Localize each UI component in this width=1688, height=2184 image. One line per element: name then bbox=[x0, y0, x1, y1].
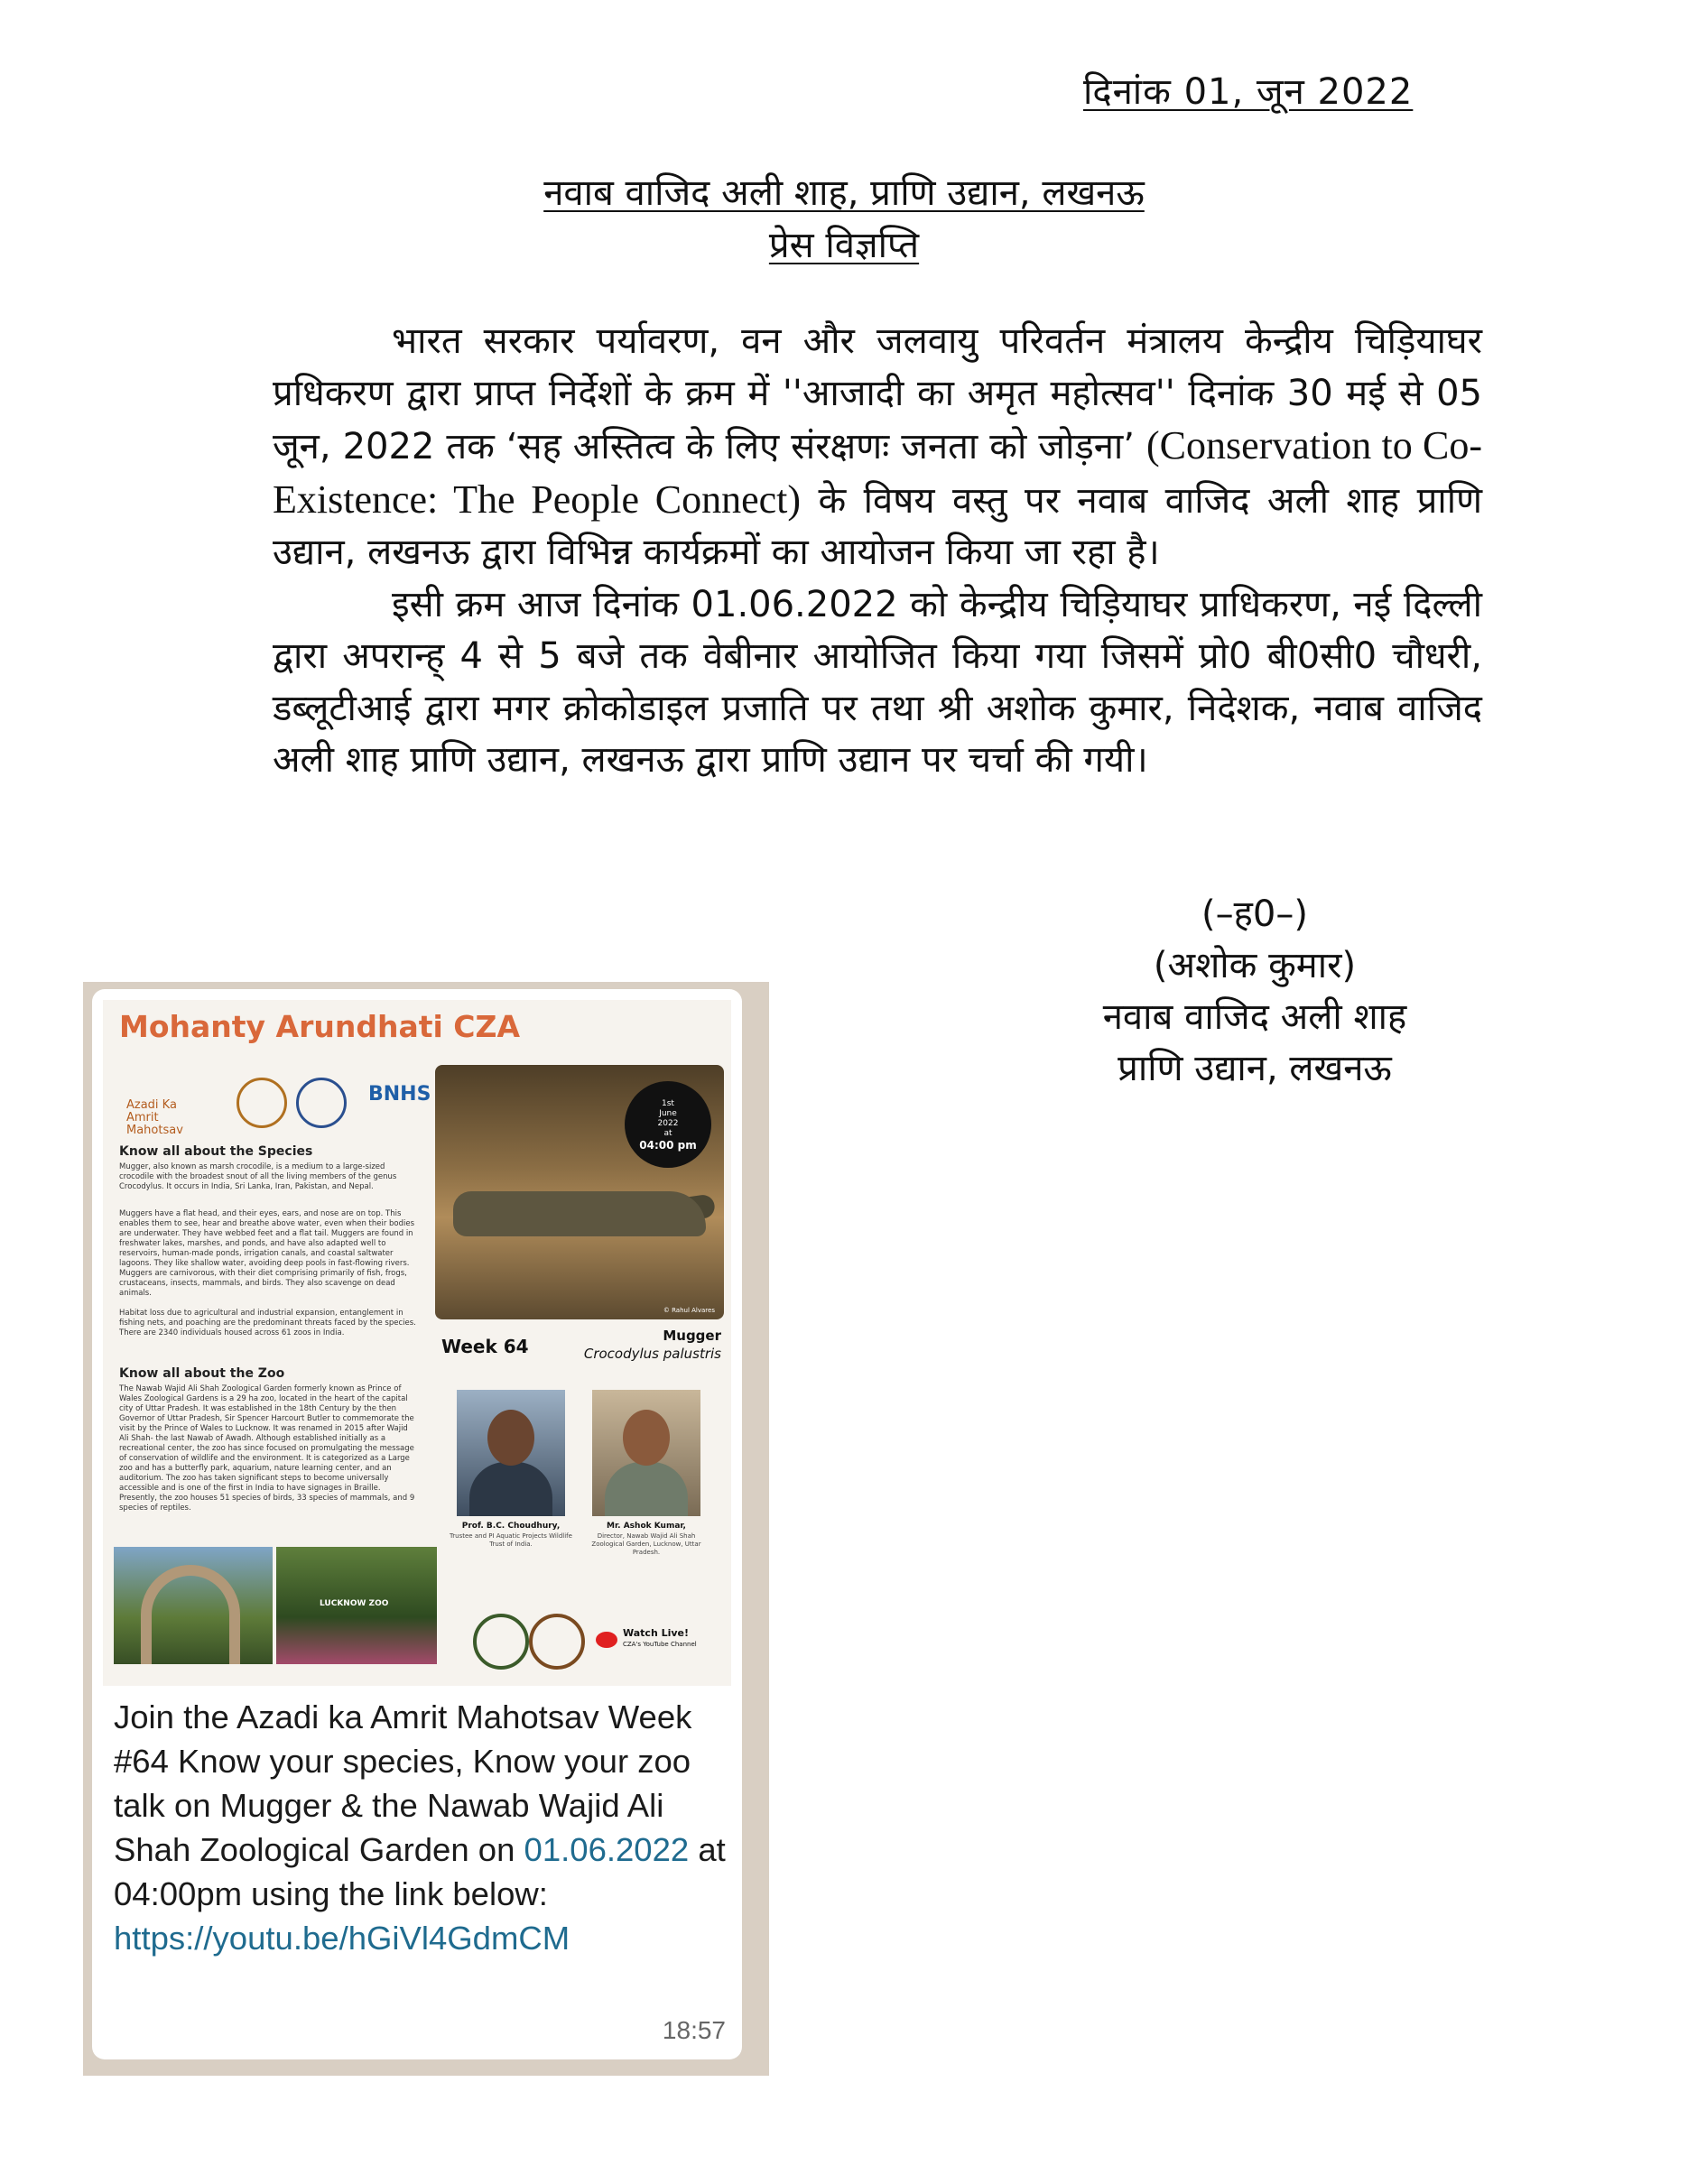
crocodile-icon bbox=[453, 1191, 706, 1236]
zoo-garden-photo: LUCKNOW ZOO bbox=[276, 1547, 437, 1664]
mugger-crocodile-photo bbox=[435, 1065, 724, 1319]
event-date-badge: 1st June 2022 at 04:00 pm bbox=[625, 1081, 711, 1168]
speaker-photo-bc-choudhury bbox=[457, 1390, 565, 1516]
signature-block bbox=[1065, 889, 1444, 1095]
youtube-icon bbox=[596, 1632, 617, 1648]
speaker2-desc: Director, Nawab Wajid Ali Shah Zoological Garden, Lucknow, Uttar Pradesh. bbox=[591, 1532, 701, 1556]
bnhs-logo: BNHS bbox=[368, 1083, 431, 1106]
speaker-photo-ashok-kumar bbox=[592, 1390, 700, 1516]
species-text-3: Habitat loss due to agricultural and industrial expansion, entanglement in fishing nets, and poaching are the predominant threats faced by the species. There are 2340 individuals housed across 61 zoos in India. bbox=[119, 1309, 416, 1337]
date-link[interactable]: 01.06.2022 bbox=[524, 1831, 690, 1868]
zoo-text: The Nawab Wajid Ali Shah Zoological Garden formerly known as Prince of Wales Zoological Gardens is a 29 ha zoo, located in the heart of the capital city of Uttar Pradesh. It was established in the 18th Century by the then Governor of Uttar Pradesh, Sir Spencer Harcourt Butler to commemorate the visit by the Prince of Wales to Lucknow. It was renamed in 2015 after Wajid Ali Shah- the last Nawab of Awadh. Although established initially as a recreational center, the zoo has since focused on promulgating the message of conservation of wildlife and the environment. It is categorized as a Large zoo and has a butterfly park, aquarium, nature learning center, and an auditorium. The zoo has taken significant steps to become universally accessible and is one of the first in India to have signages in Braille. Presently, the zoo houses 51 species of birds, 33 species of mammals, and 9 species of reptiles. bbox=[119, 1384, 415, 1513]
cza-seal-icon bbox=[529, 1614, 585, 1670]
message-text: Join the Azadi ka Amrit Mahotsav Week #64 Know your species, Know your zoo talk on Mugger & the Nawab Wajid Ali Shah Zoological Garden on 01.06.2022 at 04:00pm using the link below: https://youtu.be/hGiVl4GdmCM bbox=[114, 1698, 726, 1957]
document-date: दिनांक 01, जून 2022 bbox=[1083, 71, 1414, 113]
document-body bbox=[273, 316, 1482, 787]
species-label: Mugger Crocodylus palustris bbox=[583, 1328, 721, 1362]
week-label: Week 64 bbox=[441, 1336, 529, 1357]
watch-live-label: Watch Live! CZA's YouTube Channel bbox=[623, 1627, 697, 1648]
photo-credit: © Rahul Alvares bbox=[663, 1307, 715, 1314]
logo-strip bbox=[119, 1072, 444, 1135]
zoo-gate-photo bbox=[114, 1547, 273, 1664]
signatory-org-line1: नवाब वाजिद अली शाह bbox=[1102, 996, 1407, 1038]
zoo-name-heading: नवाब वाजिद अली शाह, प्राणि उद्यान, लखनऊ bbox=[543, 172, 1145, 214]
paragraph-2: इसी क्रम आज दिनांक 01.06.2022 को केन्द्रीय चिड़ियाघर प्राधिकरण, नई दिल्ली द्वारा अपरान्ह् 4 से 5 बजे तक वेबीनार आयोजित किया गया जिसमें प्रो0 बी0सी0 चौधरी, डब्लूटीआई द्वारा मगर क्रोकोडाइल प्रजाति पर तथा श्री अशोक कुमार, निदेशक, नवाब वाजिद अली शाह प्राणि उद्यान, लखनऊ द्वारा प्राणि उद्यान पर चर्चा की गयी। bbox=[273, 583, 1482, 781]
zoo-heading: Know all about the Zoo bbox=[119, 1366, 285, 1381]
zoo-seal-icon bbox=[473, 1614, 529, 1670]
english-theme: (Conservation to Co-Existence: The People Connect) bbox=[273, 423, 1482, 522]
chat-message-bubble bbox=[92, 989, 742, 2059]
signature-mark: (–ह0–) bbox=[1201, 893, 1308, 935]
speaker1-name: Prof. B.C. Choudhury, bbox=[461, 1522, 561, 1531]
whatsapp-screenshot bbox=[83, 982, 769, 2076]
cza-logo-icon bbox=[237, 1078, 287, 1128]
wti-logo-icon bbox=[296, 1078, 347, 1128]
youtube-link[interactable]: https://youtu.be/hGiVl4GdmCM bbox=[114, 1920, 570, 1957]
species-text-1: Mugger, also known as marsh crocodile, is a medium to a large-sized crocodile with the broadest snout of all the living members of the genus Crocodylus. It occurs in India, Sri Lanka, Iran, Pakistan, and Nepal. bbox=[119, 1162, 397, 1191]
sender-name: Mohanty Arundhati CZA bbox=[119, 1009, 520, 1044]
press-release-heading: प्रेस विज्ञप्ति bbox=[768, 225, 920, 266]
species-text-2: Muggers have a flat head, and their eyes, ears, and nose are on top. This enables them to see, hear and breathe above water, even when their bodies are underwater. They have webbed feet and a flat tail. Muggers are found in freshwater lakes, marshes, and ponds, and have also adapted well to reservoirs, human-made ponds, irrigation canals, and coastal saltwater lagoons. They like shallow water, avoiding deep pools in fast-flowing rivers. Muggers are carnivorous, with their diet comprising primarily of fish, frogs, crustaceans, insects, mammals, and birds. They also scavenge on dead animals. bbox=[119, 1209, 415, 1298]
document-title bbox=[271, 167, 1417, 272]
species-heading: Know all about the Species bbox=[119, 1144, 313, 1159]
paragraph-1: भारत सरकार पर्यावरण, वन और जलवायु परिवर्तन मंत्रालय केन्द्रीय चिड़ियाघर प्रधिकरण द्वारा प्राप्त निर्देशों के क्रम में ''आजादी का अमृत महोत्सव'' दिनांक 30 मई से 05 जून, 2022 तक ‘सह अस्तित्व के लिए संरक्षणः जनता को जोड़ना’ (Conservation to Co-Existence: The People Connect) के विषय वस्तु पर नवाब वाजिद अली शाह प्राणि उद्यान, लखनऊ द्वारा विभिन्न कार्यक्रमों का आयोजन किया जा रहा है। bbox=[273, 320, 1482, 573]
speaker2-name: Mr. Ashok Kumar, bbox=[607, 1522, 686, 1531]
event-poster-image[interactable] bbox=[103, 1000, 731, 1686]
azadi-ka-amrit-mahotsav-logo: Azadi Ka Amrit Mahotsav bbox=[126, 1098, 183, 1137]
signatory-org-line2: प्राणि उद्यान, लखनऊ bbox=[1118, 1048, 1392, 1089]
signatory-name: (अशोक कुमार) bbox=[1153, 945, 1357, 986]
message-timestamp: 18:57 bbox=[662, 2016, 726, 2044]
speaker1-desc: Trustee and PI Aquatic Projects Wildlife Trust of India. bbox=[450, 1532, 572, 1548]
